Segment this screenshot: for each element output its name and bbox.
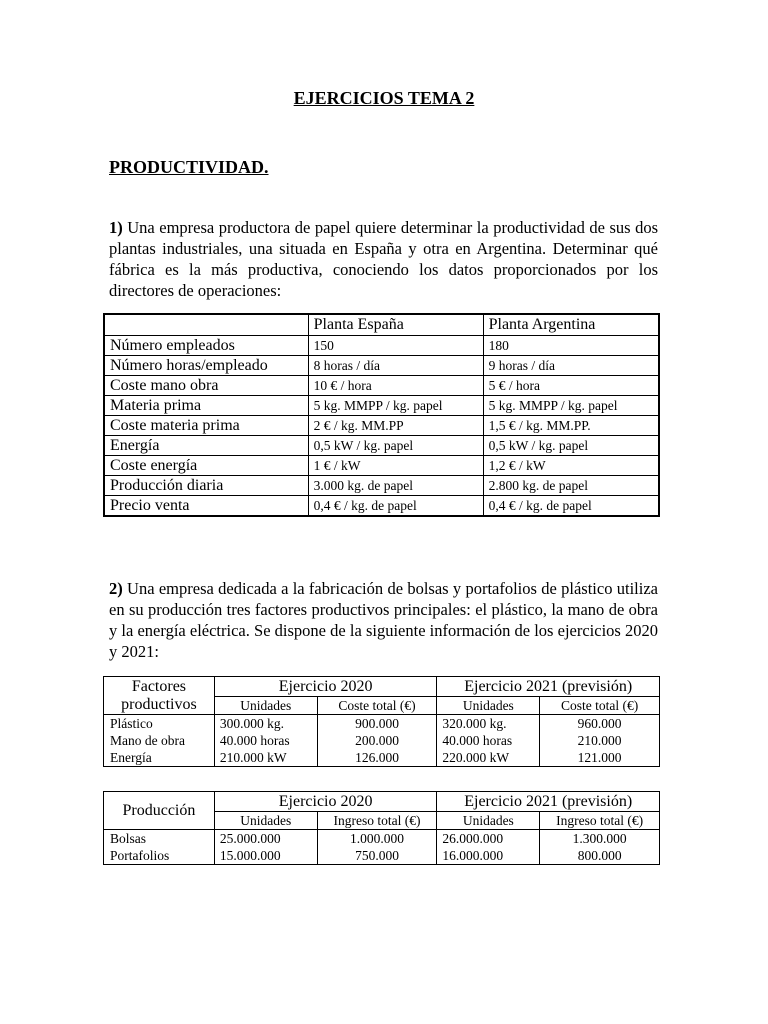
row-label: Coste energía xyxy=(104,456,308,476)
table-row xyxy=(104,496,659,517)
corner-header: Producción xyxy=(104,792,215,830)
table-row xyxy=(104,732,660,749)
cell: 3.000 kg. de papel xyxy=(308,476,483,496)
cell: 1 € / kW xyxy=(308,456,483,476)
table-header-row xyxy=(104,677,660,697)
cell: 210.000 xyxy=(540,732,660,749)
cell: 8 horas / día xyxy=(308,356,483,376)
exercise-1-body: Una empresa productora de papel quiere determinar la productividad de sus dos plantas industriales, una situada en España y otra en Argentina. Determinar qué fábrica es la más productiva, conociendo los datos proporcionados por los directores de operaciones: xyxy=(109,218,658,300)
row-label: Bolsas xyxy=(104,830,215,848)
table-row xyxy=(104,715,660,733)
row-label: Número empleados xyxy=(104,336,308,356)
cell: 40.000 horas xyxy=(214,732,317,749)
table-row xyxy=(104,476,659,496)
row-label: Coste mano obra xyxy=(104,376,308,396)
cell: 1.000.000 xyxy=(317,830,437,848)
header-cell: Planta Argentina xyxy=(483,314,659,336)
cell: 960.000 xyxy=(540,715,660,733)
corner-header: Factores productivos xyxy=(104,677,215,715)
subheader-cell: Unidades xyxy=(437,697,540,715)
cell: 5 kg. MMPP / kg. papel xyxy=(308,396,483,416)
cell: 750.000 xyxy=(317,847,437,865)
row-label: Energía xyxy=(104,436,308,456)
subheader-cell: Ingreso total (€) xyxy=(540,812,660,830)
cell: 800.000 xyxy=(540,847,660,865)
cell: 1,2 € / kW xyxy=(483,456,659,476)
row-label: Coste materia prima xyxy=(104,416,308,436)
exercise-2-text xyxy=(109,578,658,662)
row-label: Plástico xyxy=(104,715,215,733)
table-plant-data xyxy=(103,313,660,517)
cell: 5 kg. MMPP / kg. papel xyxy=(483,396,659,416)
header-cell: Planta España xyxy=(308,314,483,336)
table-row xyxy=(104,416,659,436)
cell: 0,4 € / kg. de papel xyxy=(308,496,483,517)
cell: 15.000.000 xyxy=(214,847,317,865)
cell: 10 € / hora xyxy=(308,376,483,396)
subheader-cell: Unidades xyxy=(214,697,317,715)
cell: 0,5 kW / kg. papel xyxy=(308,436,483,456)
year-header: Ejercicio 2021 (previsión) xyxy=(437,792,660,812)
cell: 25.000.000 xyxy=(214,830,317,848)
row-label: Energía xyxy=(104,749,215,767)
subheader-cell: Ingreso total (€) xyxy=(317,812,437,830)
table-row xyxy=(104,376,659,396)
row-label: Portafolios xyxy=(104,847,215,865)
row-label: Precio venta xyxy=(104,496,308,517)
section-heading: PRODUCTIVIDAD. xyxy=(109,157,269,177)
table-row xyxy=(104,749,660,767)
cell: 9 horas / día xyxy=(483,356,659,376)
row-label: Número horas/empleado xyxy=(104,356,308,376)
row-label: Materia prima xyxy=(104,396,308,416)
cell: 26.000.000 xyxy=(437,830,540,848)
cell: 320.000 kg. xyxy=(437,715,540,733)
year-header: Ejercicio 2020 xyxy=(214,792,437,812)
cell: 126.000 xyxy=(317,749,437,767)
table-row xyxy=(104,436,659,456)
cell: 210.000 kW xyxy=(214,749,317,767)
cell: 5 € / hora xyxy=(483,376,659,396)
cell: 220.000 kW xyxy=(437,749,540,767)
cell: 121.000 xyxy=(540,749,660,767)
cell: 150 xyxy=(308,336,483,356)
cell: 40.000 horas xyxy=(437,732,540,749)
exercise-2-number: 2) xyxy=(109,579,123,598)
subheader-cell: Unidades xyxy=(437,812,540,830)
exercise-1-number: 1) xyxy=(109,218,123,237)
subheader-cell: Coste total (€) xyxy=(540,697,660,715)
cell: 300.000 kg. xyxy=(214,715,317,733)
cell: 200.000 xyxy=(317,732,437,749)
subheader-cell: Coste total (€) xyxy=(317,697,437,715)
table-header-row xyxy=(104,792,660,812)
table-row xyxy=(104,847,660,865)
table-row xyxy=(104,456,659,476)
exercise-2-body: Una empresa dedicada a la fabricación de bolsas y portafolios de plástico utiliza en su producción tres factores productivos principales: el plástico, la mano de obra y la energía eléctrica. Se dispone de la siguiente información de los ejercicios 2020 y 2021: xyxy=(109,579,658,661)
table-header-row xyxy=(104,314,659,336)
page-title: EJERCICIOS TEMA 2 xyxy=(293,88,475,108)
row-label: Producción diaria xyxy=(104,476,308,496)
cell: 16.000.000 xyxy=(437,847,540,865)
table-production xyxy=(103,791,660,865)
table-row xyxy=(104,356,659,376)
cell: 180 xyxy=(483,336,659,356)
table-row xyxy=(104,396,659,416)
cell: 2 € / kg. MM.PP xyxy=(308,416,483,436)
cell: 900.000 xyxy=(317,715,437,733)
cell: 2.800 kg. de papel xyxy=(483,476,659,496)
year-header: Ejercicio 2020 xyxy=(214,677,437,697)
table-factors xyxy=(103,676,660,767)
cell: 1,5 € / kg. MM.PP. xyxy=(483,416,659,436)
row-label: Mano de obra xyxy=(104,732,215,749)
table-row xyxy=(104,830,660,848)
cell: 0,4 € / kg. de papel xyxy=(483,496,659,517)
subheader-cell: Unidades xyxy=(214,812,317,830)
year-header: Ejercicio 2021 (previsión) xyxy=(437,677,660,697)
cell: 1.300.000 xyxy=(540,830,660,848)
exercise-1-text xyxy=(109,217,658,301)
cell: 0,5 kW / kg. papel xyxy=(483,436,659,456)
table-row xyxy=(104,336,659,356)
header-cell xyxy=(104,314,308,336)
